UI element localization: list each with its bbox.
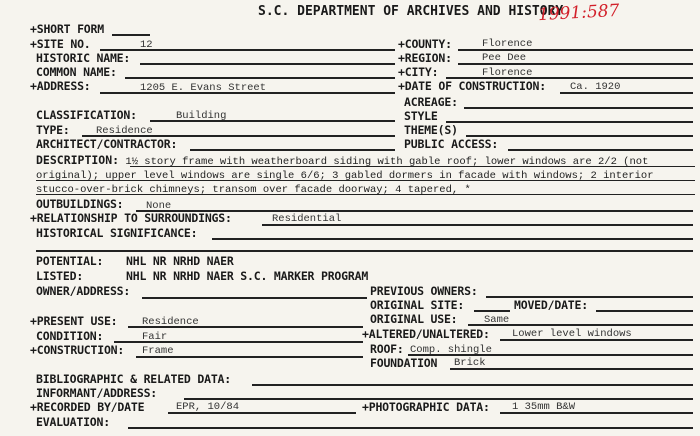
bibliographic-label: BIBLIOGRAPHIC & RELATED DATA: <box>36 372 231 386</box>
description-line-1 <box>130 166 695 167</box>
handwritten-id: 1991:587 <box>537 0 620 26</box>
listed-label: LISTED: <box>36 269 84 283</box>
city-label: +CITY: <box>398 65 439 79</box>
altered-label: +ALTERED/UNALTERED: <box>362 327 490 341</box>
roof-line <box>408 354 693 356</box>
foundation-label: FOUNDATION <box>370 356 438 370</box>
relationship-line <box>262 224 693 226</box>
county-value: Florence <box>482 38 533 50</box>
address-value: 1205 E. Evans Street <box>140 82 267 94</box>
site-no-label: +SITE NO. <box>30 37 91 51</box>
type-value: Residence <box>96 125 153 137</box>
original-site-label: ORIGINAL SITE: <box>370 298 465 312</box>
style-label: STYLE <box>404 109 438 123</box>
site-no-value: 12 <box>140 39 153 51</box>
photographic-line <box>500 412 693 414</box>
department-title: S.C. DEPARTMENT OF ARCHIVES AND HISTORY <box>258 4 564 19</box>
themes-label: THEME(S) <box>404 123 458 137</box>
condition-value: Fair <box>142 331 168 343</box>
moved-date-line <box>596 310 693 312</box>
common-name-line <box>125 77 395 79</box>
architect-line <box>190 149 395 151</box>
foundation-line <box>450 368 693 370</box>
region-label: +REGION: <box>398 51 452 65</box>
original-site-line <box>474 310 510 312</box>
date-of-construction-label: +DATE OF CONSTRUCTION: <box>398 79 546 93</box>
themes-line <box>466 135 693 137</box>
site-no-line <box>100 49 395 51</box>
owner-line <box>142 297 367 299</box>
condition-line <box>114 341 363 343</box>
construction-line <box>136 356 363 358</box>
date-of-construction-value: Ca. 1920 <box>570 81 621 93</box>
description-label: DESCRIPTION: <box>36 153 120 167</box>
outbuildings-value: None <box>146 200 172 212</box>
region-value: Pee Dee <box>482 52 527 64</box>
county-line <box>458 49 693 51</box>
potential-label: POTENTIAL: <box>36 254 104 268</box>
present-use-value: Residence <box>142 316 199 328</box>
description-line-2 <box>36 180 695 181</box>
bibliographic-line <box>252 384 693 386</box>
evaluation-line <box>128 427 693 429</box>
previous-owners-label: PREVIOUS OWNERS: <box>370 284 478 298</box>
original-use-value: Same <box>484 314 510 326</box>
photographic-label: +PHOTOGRAPHIC DATA: <box>362 400 490 414</box>
region-line <box>458 63 693 65</box>
description-block <box>36 153 696 198</box>
photographic-value: 1 35mm B&W <box>512 401 576 413</box>
acreage-label: ACREAGE: <box>404 95 458 109</box>
classification-value: Building <box>176 110 227 122</box>
informant-label: INFORMANT/ADDRESS: <box>36 386 158 400</box>
recorded-label: +RECORDED BY/DATE <box>30 400 145 414</box>
city-value: Florence <box>482 67 533 79</box>
description-line-3 <box>36 194 695 195</box>
short-form-line <box>112 34 150 36</box>
short-form-label: +SHORT FORM <box>30 22 104 36</box>
foundation-value: Brick <box>454 357 486 369</box>
roof-value: Comp. shingle <box>410 344 492 356</box>
address-line <box>100 92 395 94</box>
date-of-construction-line <box>560 92 693 94</box>
moved-date-label: MOVED/DATE: <box>514 298 588 312</box>
roof-label: ROOF: <box>370 342 404 356</box>
owner-label: OWNER/ADDRESS: <box>36 284 131 298</box>
recorded-line <box>168 412 356 414</box>
original-use-label: ORIGINAL USE: <box>370 312 458 326</box>
construction-label: +CONSTRUCTION: <box>30 343 125 357</box>
evaluation-label: EVALUATION: <box>36 415 110 429</box>
altered-value: Lower level windows <box>512 328 632 340</box>
description-text: 1½ story frame with weatherboard siding with gable roof; lower windows are 2/2 (not original); upper level windows are single 6/6; 3 gabled dormers in facade with windows; 2 interior stucco-over-brick chimneys; transom over facade doorway; 4 tapered, * <box>36 156 654 197</box>
classification-label: CLASSIFICATION: <box>36 108 137 122</box>
significance-label: HISTORICAL SIGNIFICANCE: <box>36 226 198 240</box>
common-name-label: COMMON NAME: <box>36 65 117 79</box>
type-label: TYPE: <box>36 123 70 137</box>
address-label: +ADDRESS: <box>30 79 91 93</box>
significance-line <box>212 238 693 240</box>
construction-value: Frame <box>142 345 174 357</box>
original-use-line <box>468 324 693 326</box>
listed-options: NHL NR NRHD NAER S.C. MARKER PROGRAM <box>126 269 369 283</box>
public-access-line <box>508 149 693 151</box>
historic-name-line <box>140 63 395 65</box>
outbuildings-label: OUTBUILDINGS: <box>36 197 124 211</box>
recorded-value: EPR, 10/84 <box>176 401 240 413</box>
significance-line-2 <box>36 250 693 252</box>
relationship-label: +RELATIONSHIP TO SURROUNDINGS: <box>30 211 232 225</box>
public-access-label: PUBLIC ACCESS: <box>404 137 499 151</box>
architect-label: ARCHITECT/CONTRACTOR: <box>36 137 178 151</box>
present-use-line <box>128 326 363 328</box>
relationship-value: Residential <box>272 213 342 225</box>
historic-name-label: HISTORIC NAME: <box>36 51 131 65</box>
county-label: +COUNTY: <box>398 37 452 51</box>
altered-line <box>500 339 693 341</box>
acreage-line <box>464 107 693 109</box>
style-line <box>446 121 693 123</box>
potential-options: NHL NR NRHD NAER <box>126 254 234 268</box>
condition-label: CONDITION: <box>36 329 104 343</box>
present-use-label: +PRESENT USE: <box>30 314 118 328</box>
classification-line <box>150 120 395 122</box>
